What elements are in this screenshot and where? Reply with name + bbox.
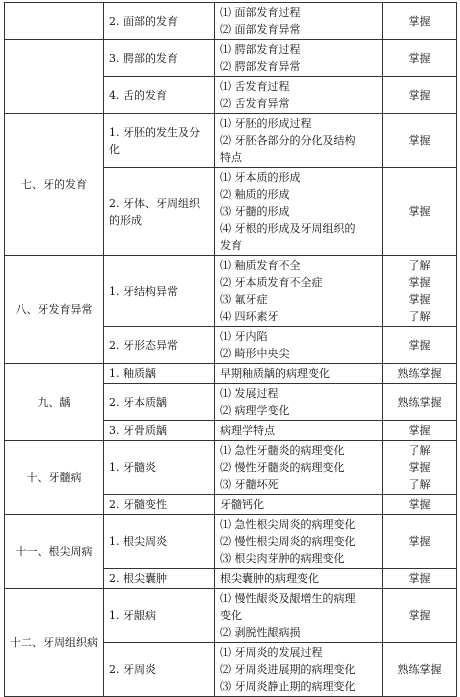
content-cell xyxy=(215,77,383,114)
unit-cell: 十、牙髓病 xyxy=(5,441,104,515)
table-row xyxy=(5,364,457,384)
requirement-cell xyxy=(383,643,457,697)
requirement-level: 掌握 xyxy=(408,205,431,218)
content-cell xyxy=(215,256,383,327)
content-line: ⑴ 慢性龈炎及龈增生的病理 xyxy=(220,592,356,605)
content-cell xyxy=(215,421,383,441)
content-line: 病理学特点 xyxy=(220,424,275,437)
content-line: 牙髓钙化 xyxy=(220,498,264,511)
content-line: ⑵ 牙周炎进展期的病理变化 xyxy=(220,663,356,676)
requirement-cell xyxy=(383,77,457,114)
content-cell xyxy=(215,3,383,40)
topic-cell: 3. 腭部的发育 xyxy=(104,40,215,77)
content-line: ⑶ 牙髓的形成 xyxy=(220,205,290,218)
table-row xyxy=(5,114,457,168)
content-cell xyxy=(215,441,383,495)
content-cell xyxy=(215,364,383,384)
content-line: ⑶ 氟牙症 xyxy=(220,293,268,306)
content-cell xyxy=(215,327,383,364)
requirement-level: 掌握 xyxy=(408,535,431,548)
requirement-cell xyxy=(383,114,457,168)
requirement-level: 掌握 xyxy=(408,51,431,65)
unit-cell xyxy=(5,40,104,114)
content-line: ⑴ 面部发育过程 xyxy=(220,6,301,19)
content-line: ⑴ 牙本质的形成 xyxy=(220,171,301,184)
requirement-level: 掌握 xyxy=(408,88,431,102)
requirement-level: 掌握 xyxy=(408,293,431,306)
content-line: ⑴ 牙胚的形成过程 xyxy=(220,117,312,130)
content-line: ⑷ 牙根的形成及牙周组织的 xyxy=(220,222,356,235)
content-line: ⑴ 牙内陷 xyxy=(220,330,268,343)
requirement-cell xyxy=(383,3,457,40)
content-line: ⑶ 牙周炎静止期的病理变化 xyxy=(220,680,356,693)
topic-cell: 2. 牙体、牙周组织的形成 xyxy=(104,168,215,256)
content-line: ⑴ 急性根尖周炎的病理变化 xyxy=(220,518,356,531)
content-line: 变化 xyxy=(220,609,242,622)
requirement-cell xyxy=(383,168,457,256)
requirement-level: 熟练掌握 xyxy=(397,367,442,380)
requirement-cell xyxy=(383,256,457,327)
content-line: ⑴ 舌发育过程 xyxy=(220,80,290,93)
topic-cell: 2. 根尖囊肿 xyxy=(104,569,215,589)
unit-cell xyxy=(5,3,104,40)
content-cell xyxy=(215,495,383,515)
requirement-level: 掌握 xyxy=(408,498,431,511)
topic-cell: 4. 舌的发育 xyxy=(104,77,215,114)
requirement-level: 了解 xyxy=(408,478,431,491)
content-line: ⑶ 牙髓坏死 xyxy=(220,478,279,491)
requirement-cell xyxy=(383,384,457,421)
content-line: ⑵ 腭部发育异常 xyxy=(220,60,301,73)
content-line: ⑴ 发展过程 xyxy=(220,387,279,400)
content-cell xyxy=(215,569,383,589)
content-line: 特点 xyxy=(220,151,242,164)
table-row xyxy=(5,589,457,643)
requirement-cell xyxy=(383,421,457,441)
content-line: ⑵ 慢性牙髓炎的病理变化 xyxy=(220,461,345,474)
content-cell xyxy=(215,114,383,168)
unit-cell: 九、龋 xyxy=(5,364,104,441)
topic-cell: 2. 面部的发育 xyxy=(104,3,215,40)
topic-cell: 1. 牙龈病 xyxy=(104,589,215,643)
requirement-cell xyxy=(383,495,457,515)
content-line: 根尖囊肿的病理变化 xyxy=(220,572,319,585)
requirement-cell xyxy=(383,441,457,495)
content-cell xyxy=(215,515,383,569)
topic-cell: 1. 牙结构异常 xyxy=(104,256,215,327)
content-line: ⑵ 牙本质发育不全症 xyxy=(220,276,323,289)
table-row xyxy=(5,3,457,40)
content-cell xyxy=(215,40,383,77)
table-row xyxy=(5,441,457,495)
requirement-level: 掌握 xyxy=(408,338,431,352)
content-line: ⑵ 牙胚各部分的分化及结构 xyxy=(220,134,356,147)
content-line: ⑶ 根尖肉芽肿的病理变化 xyxy=(220,552,345,565)
content-line: ⑵ 釉质的形成 xyxy=(220,188,290,201)
table-row xyxy=(5,40,457,77)
topic-cell: 1. 釉质龋 xyxy=(104,364,215,384)
content-line: ⑵ 剥脱性龈病损 xyxy=(220,626,301,639)
unit-cell: 十一、根尖周病 xyxy=(5,515,104,589)
requirement-level: 了解 xyxy=(408,259,431,272)
requirement-level: 掌握 xyxy=(408,134,431,147)
content-line: ⑴ 釉质发育不全 xyxy=(220,259,301,272)
unit-cell: 十二、牙周组织病 xyxy=(5,589,104,697)
requirement-level: 掌握 xyxy=(408,461,431,474)
table-row xyxy=(5,515,457,569)
requirement-level: 掌握 xyxy=(408,424,431,437)
content-cell xyxy=(215,384,383,421)
content-line: ⑴ 腭部发育过程 xyxy=(220,43,301,56)
table-row xyxy=(5,256,457,327)
content-line: ⑴ 急性牙髓炎的病理变化 xyxy=(220,444,345,457)
content-line: ⑵ 慢性根尖周炎的病理变化 xyxy=(220,535,356,548)
requirement-cell xyxy=(383,515,457,569)
content-cell xyxy=(215,168,383,256)
requirement-cell xyxy=(383,327,457,364)
content-line: ⑵ 舌发育异常 xyxy=(220,97,290,110)
topic-cell: 1. 牙胚的发生及分化 xyxy=(104,114,215,168)
requirement-cell xyxy=(383,589,457,643)
syllabus-table-body xyxy=(5,3,457,697)
content-line: ⑵ 面部发育异常 xyxy=(220,23,301,36)
topic-cell: 1. 根尖周炎 xyxy=(104,515,215,569)
requirement-cell xyxy=(383,364,457,384)
unit-cell: 七、牙的发育 xyxy=(5,114,104,256)
requirement-level: 熟练掌握 xyxy=(397,395,442,409)
content-line: 发育 xyxy=(220,239,242,252)
content-line: 早期釉质龋的病理变化 xyxy=(220,367,330,380)
topic-cell: 2. 牙形态异常 xyxy=(104,327,215,364)
content-line: ⑴ 牙周炎的发展过程 xyxy=(220,646,323,659)
syllabus-table xyxy=(4,2,457,697)
unit-cell: 八、牙发育异常 xyxy=(5,256,104,364)
topic-cell: 3. 牙骨质龋 xyxy=(104,421,215,441)
content-line: ⑷ 四环素牙 xyxy=(220,310,279,323)
requirement-level: 掌握 xyxy=(408,572,431,585)
requirement-level: 熟练掌握 xyxy=(397,663,442,676)
requirement-cell xyxy=(383,569,457,589)
content-line: ⑵ 畸形中央尖 xyxy=(220,347,290,360)
requirement-level: 掌握 xyxy=(408,276,431,289)
requirement-level: 了解 xyxy=(408,310,431,323)
content-line: ⑵ 病理学变化 xyxy=(220,404,290,417)
content-cell xyxy=(215,643,383,697)
topic-cell: 2. 牙周炎 xyxy=(104,643,215,697)
requirement-level: 掌握 xyxy=(408,609,431,622)
content-cell xyxy=(215,589,383,643)
topic-cell: 2. 牙髓变性 xyxy=(104,495,215,515)
requirement-cell xyxy=(383,40,457,77)
requirement-level: 了解 xyxy=(408,444,431,457)
topic-cell: 2. 牙本质龋 xyxy=(104,384,215,421)
requirement-level: 掌握 xyxy=(408,14,431,28)
topic-cell: 1. 牙髓炎 xyxy=(104,441,215,495)
